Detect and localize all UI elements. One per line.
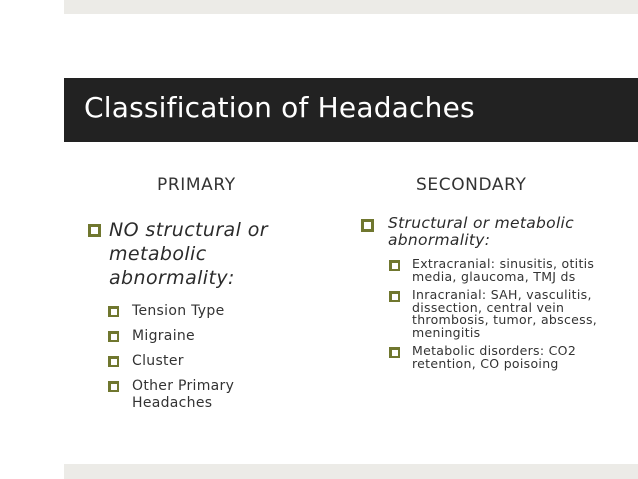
primary-item-text: Cluster <box>132 353 184 369</box>
secondary-heading: SECONDARY <box>416 175 527 195</box>
secondary-main-text: Structural or metabolic abnormality: <box>388 214 574 249</box>
primary-list-item <box>108 353 278 370</box>
top-decorative-band <box>64 0 638 14</box>
primary-list-item <box>108 303 278 320</box>
secondary-item-text: Metabolic disorders: CO2 retention, CO poisoing <box>412 343 577 371</box>
square-bullet-icon <box>108 306 119 317</box>
secondary-list-item <box>389 289 609 339</box>
primary-list <box>108 303 278 420</box>
secondary-item-text: Extracranial: sinusitis, otitis media, glaucoma, TMJ ds <box>412 256 595 284</box>
secondary-list-item <box>389 345 609 370</box>
square-bullet-icon <box>389 347 400 358</box>
secondary-list <box>389 258 609 376</box>
bottom-decorative-band <box>64 464 638 479</box>
primary-list-item <box>108 378 278 412</box>
square-bullet-icon <box>108 331 119 342</box>
primary-main-text: NO structural or metabolic abnormality: <box>109 219 268 289</box>
primary-heading: PRIMARY <box>157 175 236 195</box>
primary-list-item <box>108 328 278 345</box>
square-bullet-icon <box>108 356 119 367</box>
secondary-item-text: Inracranial: SAH, vasculitis, dissection, central vein thrombosis, tumor, abscess, meningitis <box>412 287 598 340</box>
square-bullet-icon <box>361 219 374 232</box>
primary-item-text: Other Primary Headaches <box>132 378 235 411</box>
square-bullet-icon <box>108 381 119 392</box>
primary-main-bullet <box>88 218 288 290</box>
square-bullet-icon <box>88 224 101 237</box>
primary-item-text: Migraine <box>132 328 195 344</box>
secondary-main-bullet <box>361 215 591 249</box>
square-bullet-icon <box>389 291 400 302</box>
slide-title: Classification of Headaches <box>84 91 475 124</box>
secondary-list-item <box>389 258 609 283</box>
primary-item-text: Tension Type <box>132 303 225 319</box>
square-bullet-icon <box>389 260 400 271</box>
